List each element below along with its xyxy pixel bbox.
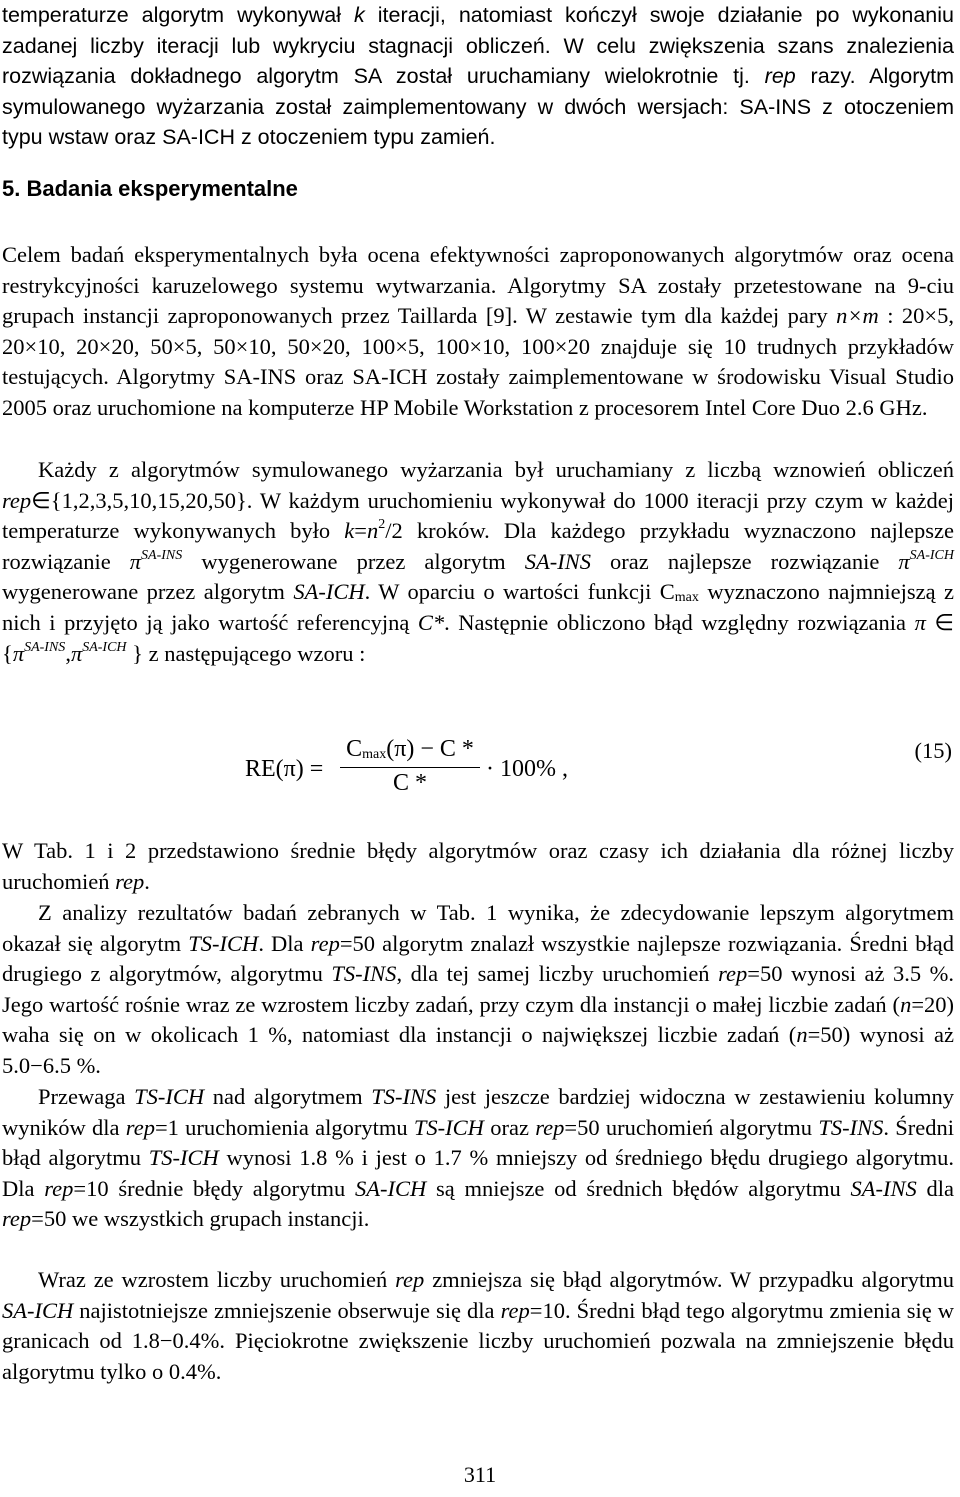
alg-sa-ich: SA-ICH — [293, 579, 365, 605]
var-rep: rep — [500, 1297, 530, 1323]
pi-symbol: π — [914, 609, 926, 635]
alg-ts-ich: TS-ICH — [134, 1084, 205, 1109]
paragraph-tables-intro — [2, 836, 954, 897]
text: zmniejsza się błąd algorytmów. W przypadku algorytmu — [424, 1267, 954, 1292]
paragraph-sa-description — [2, 0, 954, 153]
pi-symbol: π — [70, 640, 83, 666]
equation-denominator: C * — [392, 770, 427, 796]
text: , — [65, 640, 71, 666]
text: wygenerowane przez algorytm — [2, 579, 294, 605]
var-k: k — [354, 3, 365, 27]
equation-numerator — [340, 736, 480, 764]
fraction-bar — [340, 767, 480, 768]
text: =50 algorytm znalazł wszystkie najlepsze rozwiązania. Średni błąd drugiego z algorytmów, algorytmu — [2, 930, 954, 987]
text: . W oparciu o wartości funkcji C — [364, 579, 675, 605]
alg-ts-ich: TS-ICH — [148, 1145, 219, 1171]
page-number: 311 — [463, 1462, 497, 1487]
text: wynosi 1.8 % i jest o 1.7 % mniejszy od średniego błędu drugiego algorytmu. Dla — [2, 1145, 954, 1201]
superscript-sa-ich: SA-ICH — [909, 547, 954, 563]
alg-ts-ich: TS-ICH — [413, 1114, 484, 1140]
var-rep: rep — [310, 930, 340, 956]
var-rep: rep — [535, 1114, 565, 1140]
var-k: k — [344, 518, 355, 544]
alg-ts-ins: TS-INS — [818, 1114, 884, 1140]
var-n: n — [900, 991, 912, 1017]
var-rep: rep — [718, 961, 748, 987]
text: ∈ { — [2, 609, 954, 666]
var-n: n — [366, 518, 379, 544]
text: oraz najlepsze rozwiązanie — [590, 548, 899, 574]
numerator-c: C — [346, 736, 363, 762]
section-heading: 5. Badania eksperymentalne — [2, 176, 298, 201]
text: wygenerowane przez algorytm — [182, 548, 525, 574]
text: dla — [916, 1175, 955, 1201]
text: Z analizy rezultatów badań zebranych w Tab. 1 wynika, że zdecydowanie lepszym algorytmem okazał się algorytm — [2, 900, 954, 956]
var-rep: rep — [125, 1114, 155, 1140]
text: Każdy z algorytmów symulowanego wyżarzania był uruchamiany z liczbą wznowień obliczeń — [38, 457, 954, 482]
text: Przewaga — [38, 1084, 135, 1109]
text: =50 wynosi aż 3.5 %. Jego wartość rośnie wraz ze wzrostem liczby zadań, przy czym dla instancji o małej liczbie zadań ( — [2, 961, 954, 1017]
paragraph-restarts — [2, 1265, 954, 1387]
text: =10 średnie błędy algorytmu — [73, 1175, 355, 1201]
equation-number: (15) — [914, 738, 952, 763]
superscript-sa-ich: SA-ICH — [82, 639, 127, 655]
text: są mniejsze od średnich błędów algorytmu — [426, 1175, 851, 1201]
paragraph-method — [2, 455, 954, 669]
text: /2 kroków. Dla każdego przykładu wyznaczono najlepsze rozwiązanie — [2, 518, 954, 574]
alg-ts-ich: TS-ICH — [188, 930, 259, 956]
text: . Dla — [258, 930, 311, 956]
superscript-sa-ins: SA-INS — [24, 639, 66, 655]
pi-symbol: π — [12, 640, 25, 666]
var-rep: rep — [2, 487, 32, 513]
text: iteracji, natomiast kończył swoje działanie po wykonaniu zadanej liczby iteracji lub wykryciu stagnacji obliczeń. W celu zwiększenia szans znalezienia rozwiązania dokładnego algorytm SA został uruchamiany wielokrotnie tj. — [2, 3, 954, 89]
text: =50 we wszystkich grupach instancji. — [31, 1206, 370, 1232]
text: . — [144, 868, 150, 894]
var-n-times-m: n×m — [836, 303, 879, 329]
paragraph-experiment-goal — [2, 240, 954, 424]
var-n: n — [796, 1022, 808, 1048]
subscript-max: max — [674, 590, 699, 606]
text: = — [354, 518, 367, 544]
var-rep: rep — [115, 868, 145, 894]
alg-sa-ich: SA-ICH — [2, 1297, 74, 1323]
text: jest jeszcze bardziej widoczna w zestawieniu kolumny wyników dla — [2, 1084, 955, 1140]
text: ∈{1,2,3,5,10,15,20,50}. W każdym uruchomieniu wykonywał do 1000 iteracji przy czym w każdej temperaturze wykonywanych było — [2, 487, 954, 544]
alg-ts-ins: TS-INS — [331, 961, 397, 987]
text: razy. Algorytm symulowanego wyżarzania został zaimplementowany w dwóch wersjach: SA-INS z otoczeniem typu wstaw oraz SA-ICH z otoczeniem typu zamień. — [2, 64, 954, 150]
text: =10. Średni błąd tego algorytmu zmienia się w granicach od 1.8−0.4%. Pięciokrotne zwiększenie liczby uruchomień pozwala na zmniejszenie błędu algorytmu tylko o 0.4%. — [2, 1297, 954, 1384]
text: =50 uruchomień algorytmu — [564, 1114, 819, 1140]
equation-fraction — [340, 736, 480, 798]
superscript-sa-ins: SA-INS — [141, 547, 183, 563]
numerator-rest: (π) − C * — [386, 736, 474, 762]
text: najistotniejsze zmniejszenie obserwuje się dla — [73, 1297, 501, 1323]
pi-symbol: π — [898, 548, 910, 574]
text: =50) wynosi aż 5.0−6.5 %. — [2, 1022, 954, 1078]
paragraph-advantage — [2, 1082, 954, 1235]
equation-rhs: · 100% , — [486, 756, 568, 782]
text: W Tab. 1 i 2 przedstawiono średnie błędy algorytmów oraz czasy ich działania dla różnej liczby uruchomień — [2, 838, 954, 894]
var-rep: rep — [44, 1175, 74, 1201]
text: Celem badań eksperymentalnych była ocena efektywności zaproponowanych algorytmów oraz ocena restrykcyjności karuzelowego systemu wytwarzania. Algorytmy SA zostały przetestowane na 9-ciu grupach instancji zaproponowanych przez Taillarda [9]. W zestawie tym dla każdej pary — [2, 242, 954, 329]
text: =1 uruchomienia algorytmu — [154, 1114, 414, 1140]
alg-sa-ins: SA-INS — [524, 548, 591, 574]
text: nad algorytmem — [204, 1084, 372, 1109]
text: temperaturze algorytm wykonywał — [2, 3, 355, 27]
text: =20) waha się on w okolicach 1 %, natomiast dla instancji o największej liczbie zadań ( — [2, 991, 954, 1048]
numerator-max: max — [362, 747, 387, 762]
text: . Następnie obliczono błąd względny rozwiązania — [444, 609, 915, 635]
c-star: C* — [417, 609, 445, 635]
paragraph-analysis — [2, 898, 954, 1082]
var-rep: rep — [2, 1206, 32, 1232]
alg-sa-ich: SA-ICH — [354, 1175, 427, 1201]
equation-lhs: RE(π) = — [245, 756, 324, 782]
text: oraz — [483, 1114, 536, 1140]
pi-symbol: π — [129, 548, 142, 574]
text: . Średni błąd algorytmu — [2, 1114, 955, 1171]
text: , dla tej samej liczby uruchomień — [396, 961, 719, 987]
text: } z następującego wzoru : — [126, 640, 366, 666]
alg-sa-ins: SA-INS — [850, 1175, 917, 1201]
text: : 20×5, 20×10, 20×20, 50×5, 50×10, 50×20, 100×5, 100×10, 100×20 znajduje się 10 trudnych przykładów testujących. Algorytmy SA-INS oraz SA-ICH zostały zaimplementowane w środowisku Visual Studio 2005 oraz uruchomione na komputerze HP Mobile Workstation z procesorem Intel Core Duo 2.6 GHz. — [2, 303, 954, 420]
var-rep: rep — [764, 64, 796, 89]
equation-15 — [0, 734, 960, 814]
text: wyznaczono najmniejszą z nich i przyjęto ją jako wartość referencyjną — [2, 579, 955, 635]
alg-ts-ins: TS-INS — [371, 1084, 437, 1109]
var-rep: rep — [395, 1267, 425, 1292]
exponent: 2 — [378, 517, 386, 533]
text: Wraz ze wzrostem liczby uruchomień — [38, 1267, 396, 1292]
